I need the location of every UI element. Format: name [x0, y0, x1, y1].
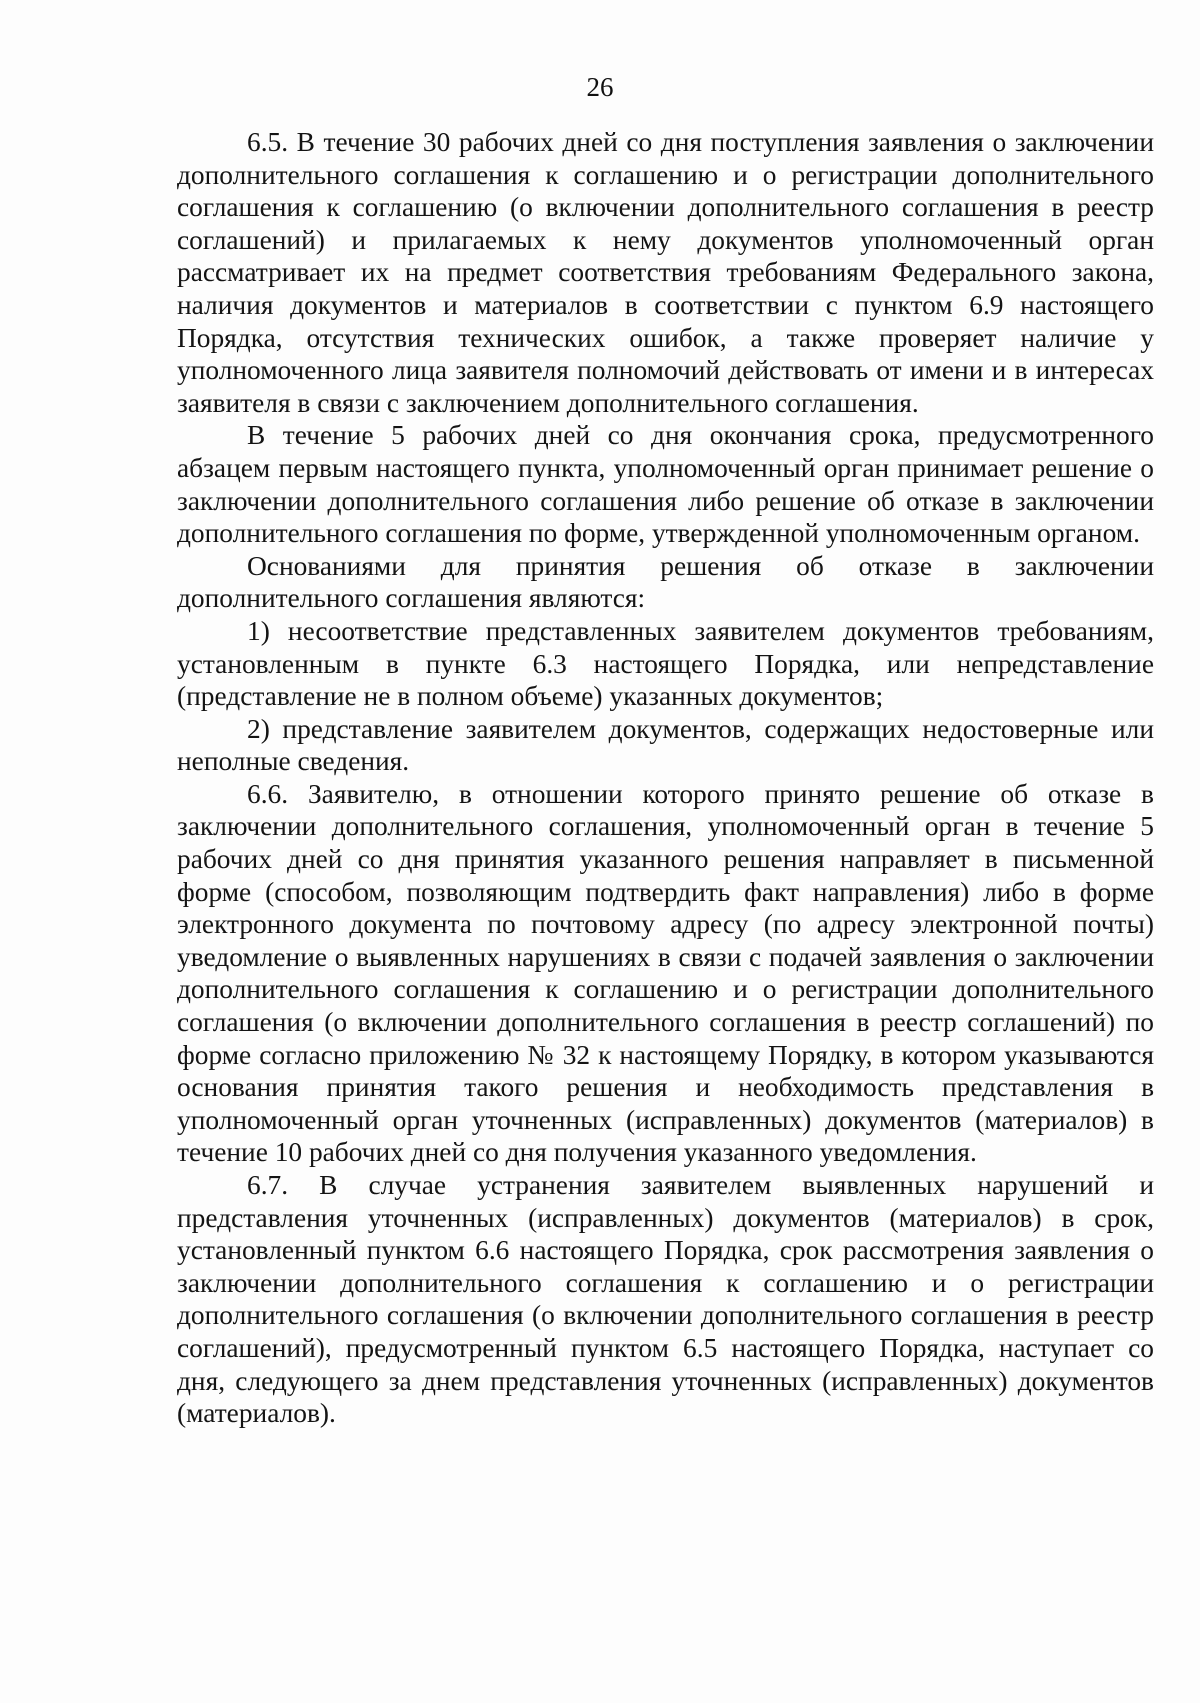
document-body	[177, 126, 1154, 1430]
page-number: 26	[586, 72, 614, 102]
list-item-1: 1) несоответствие представленных заявителем документов требованиям, установленным в пункте 6.3 настоящего Порядка, или непредставление (представление не в полном объеме) указанных документов;	[177, 615, 1154, 712]
paragraph-6-7: 6.7. В случае устранения заявителем выявленных нарушений и представления уточненных (исправленных) документов (материалов) в срок, установленный пунктом 6.6 настоящего Порядка, срок рассмотрения заявления о заключении дополнительного соглашения к соглашению и о регистрации дополнительного соглашения (о включении дополнительного соглашения в реестр соглашений), предусмотренный пунктом 6.5 настоящего Порядка, наступает со дня, следующего за днем представления уточненных (исправленных) документов (материалов).	[177, 1170, 1154, 1429]
list-item-2: 2) представление заявителем документов, содержащих недостоверные или неполные сведения.	[177, 713, 1154, 777]
paragraph-decision-term: В течение 5 рабочих дней со дня окончания срока, предусмотренного абзацем первым настоящего пункта, уполномоченный орган принимает решение о заключении дополнительного соглашения либо решение об отказе в заключении дополнительного соглашения по форме, утвержденной уполномоченным органом.	[177, 420, 1154, 549]
paragraph-6-6: 6.6. Заявителю, в отношении которого принято решение об отказе в заключении дополнительного соглашения, уполномоченный орган в течение 5 рабочих дней со дня принятия указанного решения направляет в письменной форме (способом, позволяющим подтвердить факт направления) либо в форме электронного документа по почтовому адресу (по адресу электронной почты) уведомление о выявленных нарушениях в связи с подачей заявления о заключении дополнительного соглашения к соглашению и о регистрации дополнительного соглашения (о включении дополнительного соглашения в реестр соглашений) по форме согласно приложению № 32 к настоящему Порядку, в котором указываются основания принятия такого решения и необходимость представления в уполномоченный орган уточненных (исправленных) документов (материалов) в течение 10 рабочих дней со дня получения указанного уведомления.	[177, 778, 1154, 1168]
paragraph-refusal-grounds: Основаниями для принятия решения об отказе в заключении дополнительного соглашения являются:	[177, 550, 1154, 614]
paragraph-6-5: 6.5. В течение 30 рабочих дней со дня поступления заявления о заключении дополнительного соглашения к соглашению и о регистрации дополнительного соглашения к соглашению (о включении дополнительного соглашения в реестр соглашений) и прилагаемых к нему документов уполномоченный орган рассматривает их на предмет соответствия требованиям Федерального закона, наличия документов и материалов в соответствии с пунктом 6.9 настоящего Порядка, отсутствия технических ошибок, а также проверяет наличие у уполномоченного лица заявителя полномочий действовать от имени и в интересах заявителя в связи с заключением дополнительного соглашения.	[177, 127, 1154, 418]
